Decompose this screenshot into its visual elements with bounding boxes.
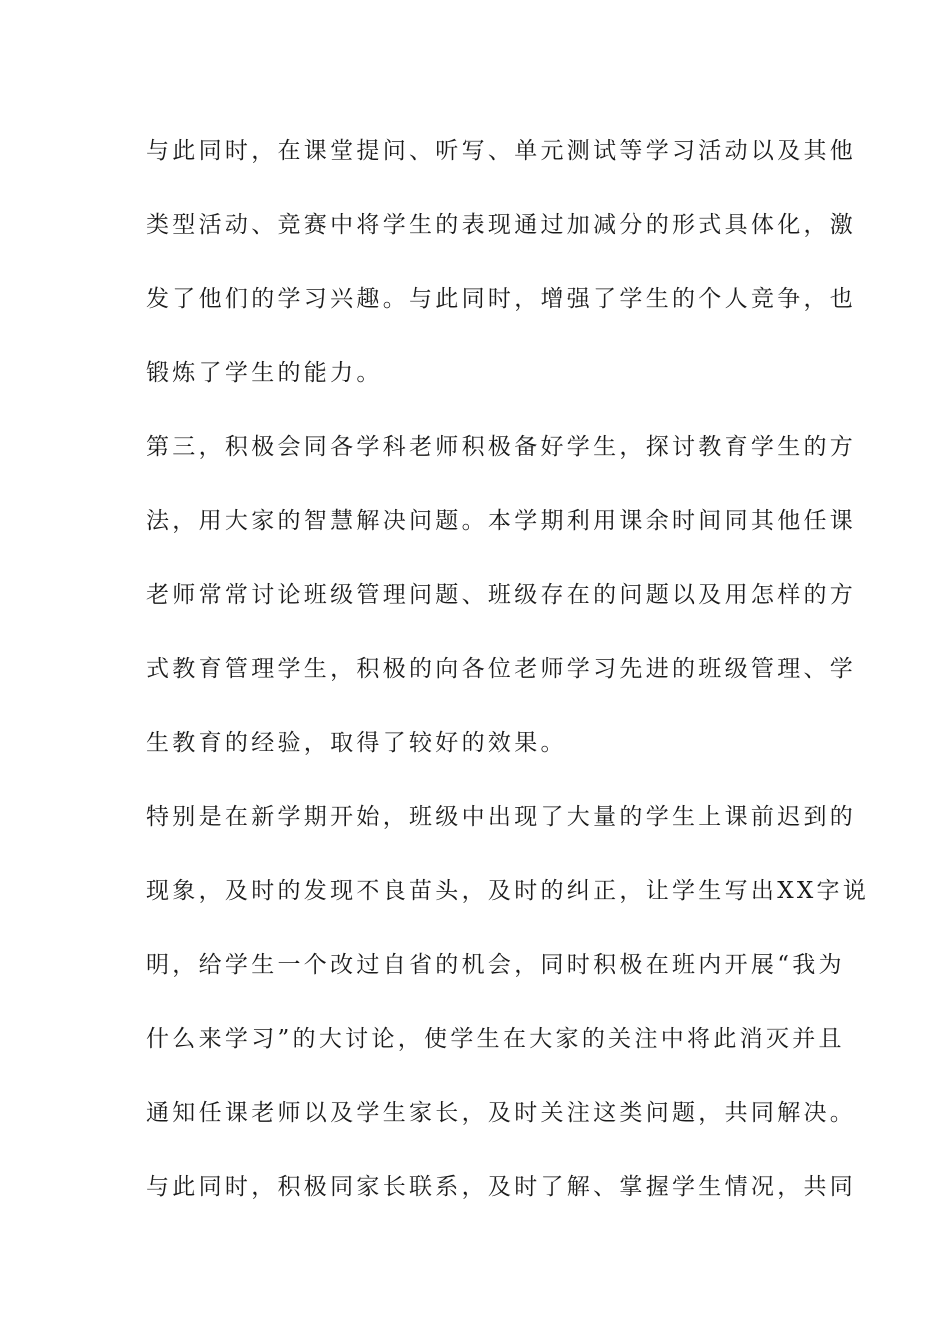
paragraph-2 xyxy=(146,425,857,765)
text-line: 发了他们的学习兴趣。与此同时，增强了学生的个人竞争，也 xyxy=(146,286,857,312)
text-line: 明，给学生一个改过自省的机会，同时积极在班内开展“我为 xyxy=(146,952,845,978)
text-line: 什么来学习”的大讨论，使学生在大家的关注中将此消灭并且 xyxy=(146,1026,845,1052)
text-line: 与此同时，积极同家长联系，及时了解、掌握学生情况，共同 xyxy=(146,1174,857,1200)
document-body xyxy=(146,129,870,1239)
text-line: 特别是在新学期开始，班级中出现了大量的学生上课前迟到的 xyxy=(146,804,857,830)
text-line: 第三，积极会同各学科老师积极备好学生，探讨教育学生的方 xyxy=(146,434,857,460)
text-line: 现象，及时的发现不良苗头，及时的纠正，让学生写出XX字说 xyxy=(146,878,870,904)
text-line: 锻炼了学生的能力。 xyxy=(146,360,383,386)
text-line: 法，用大家的智慧解决问题。本学期利用课余时间同其他任课 xyxy=(146,508,857,534)
text-line: 类型活动、竞赛中将学生的表现通过加减分的形式具体化，激 xyxy=(146,212,857,238)
text-line: 通知任课老师以及学生家长，及时关注这类问题，共同解决。 xyxy=(146,1100,857,1126)
paragraph-4 xyxy=(146,1165,857,1209)
paragraph-1 xyxy=(146,129,857,395)
text-line: 老师常常讨论班级管理问题、班级存在的问题以及用怎样的方 xyxy=(146,582,857,608)
text-line: 与此同时，在课堂提问、听写、单元测试等学习活动以及其他 xyxy=(146,138,857,164)
paragraph-3 xyxy=(146,795,870,1135)
text-line: 生教育的经验，取得了较好的效果。 xyxy=(146,730,567,756)
text-line: 式教育管理学生，积极的向各位老师学习先进的班级管理、学 xyxy=(146,656,857,682)
